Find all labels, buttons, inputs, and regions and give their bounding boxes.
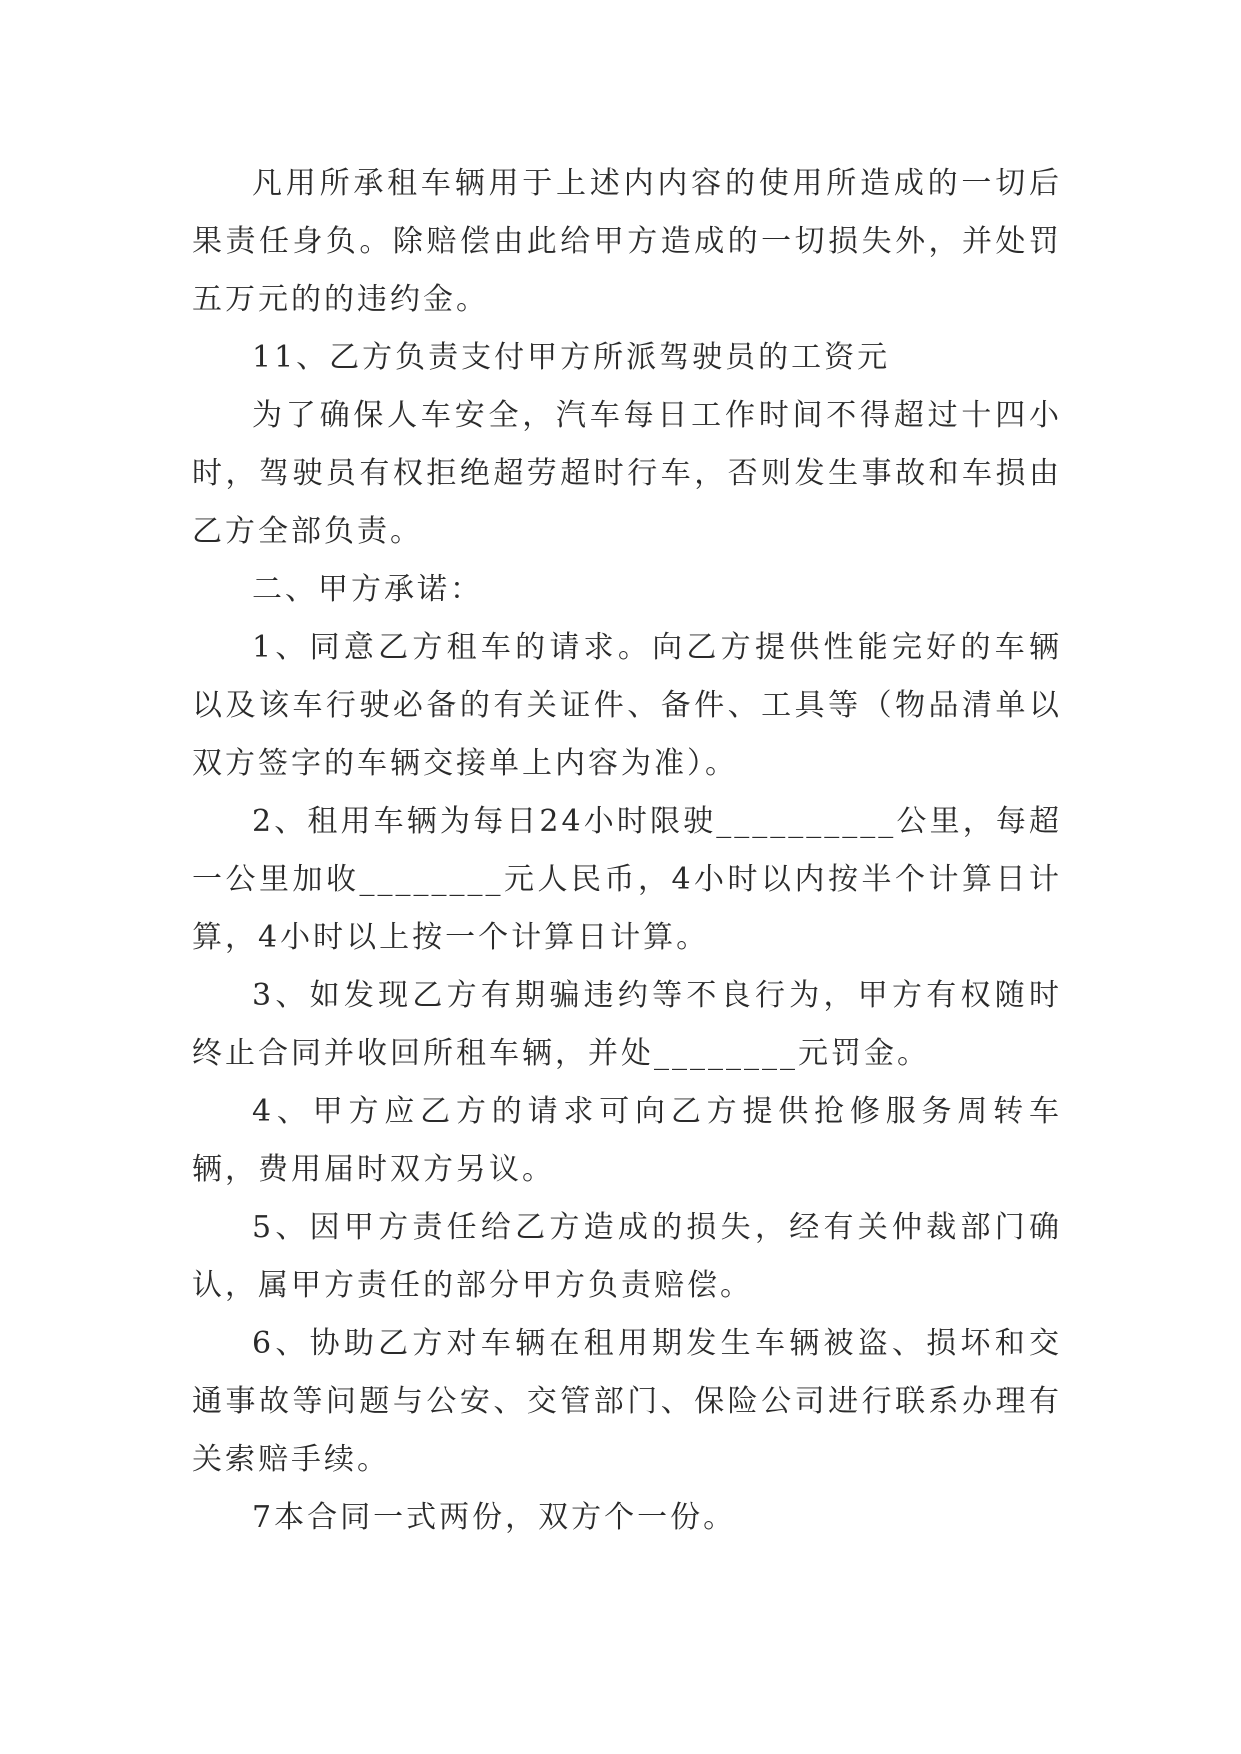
paragraph-7-copies: 7本合同一式两份，双方个一份。 [252,1500,737,1535]
paragraph-6-claims-assistance: 6、协助乙方对车辆在租用期发生车辆被盗、损坏和交通事故等问题与公安、交管部门、保险公司进行联系办理有关索赔手续。 [192,1326,1062,1477]
paragraph-safety-hours: 为了确保人车安全，汽车每日工作时间不得超过十四小时，驾驶员有权拒绝超劳超时行车，否则发生事故和车损由乙方全部负责。 [192,398,1062,549]
paragraph-11-driver-wage: 11、乙方负责支付甲方所派驾驶员的工资元 [252,340,891,375]
paragraph-4-repair-service: 4、甲方应乙方的请求可向乙方提供抢修服务周转车辆，费用届时双方另议。 [192,1094,1062,1187]
paragraph-5-compensation: 5、因甲方责任给乙方造成的损失，经有关仲裁部门确认，属甲方责任的部分甲方负责赔偿。 [192,1210,1062,1303]
contract-body [192,155,1062,1547]
paragraph-2-mileage-limit: 2、租用车辆为每日24小时限驶__________公里，每超一公里加收________元人民币，4小时以内按半个计算日计算，4小时以上按一个计算日计算。 [192,804,1062,955]
paragraph-3-breach-termination: 3、如发现乙方有期骗违约等不良行为，甲方有权随时终止合同并收回所租车辆，并处________元罚金。 [192,978,1062,1071]
section-heading-party-a-commitments: 二、甲方承诺： [252,572,483,607]
paragraph-penalty: 凡用所承租车辆用于上述内内容的使用所造成的一切后果责任身负。除赔偿由此给甲方造成的一切损失外，并处罚五万元的的违约金。 [192,166,1062,317]
paragraph-1-provide-vehicle: 1、同意乙方租车的请求。向乙方提供性能完好的车辆以及该车行驶必备的有关证件、备件、工具等（物品清单以双方签字的车辆交接单上内容为准）。 [192,630,1062,781]
